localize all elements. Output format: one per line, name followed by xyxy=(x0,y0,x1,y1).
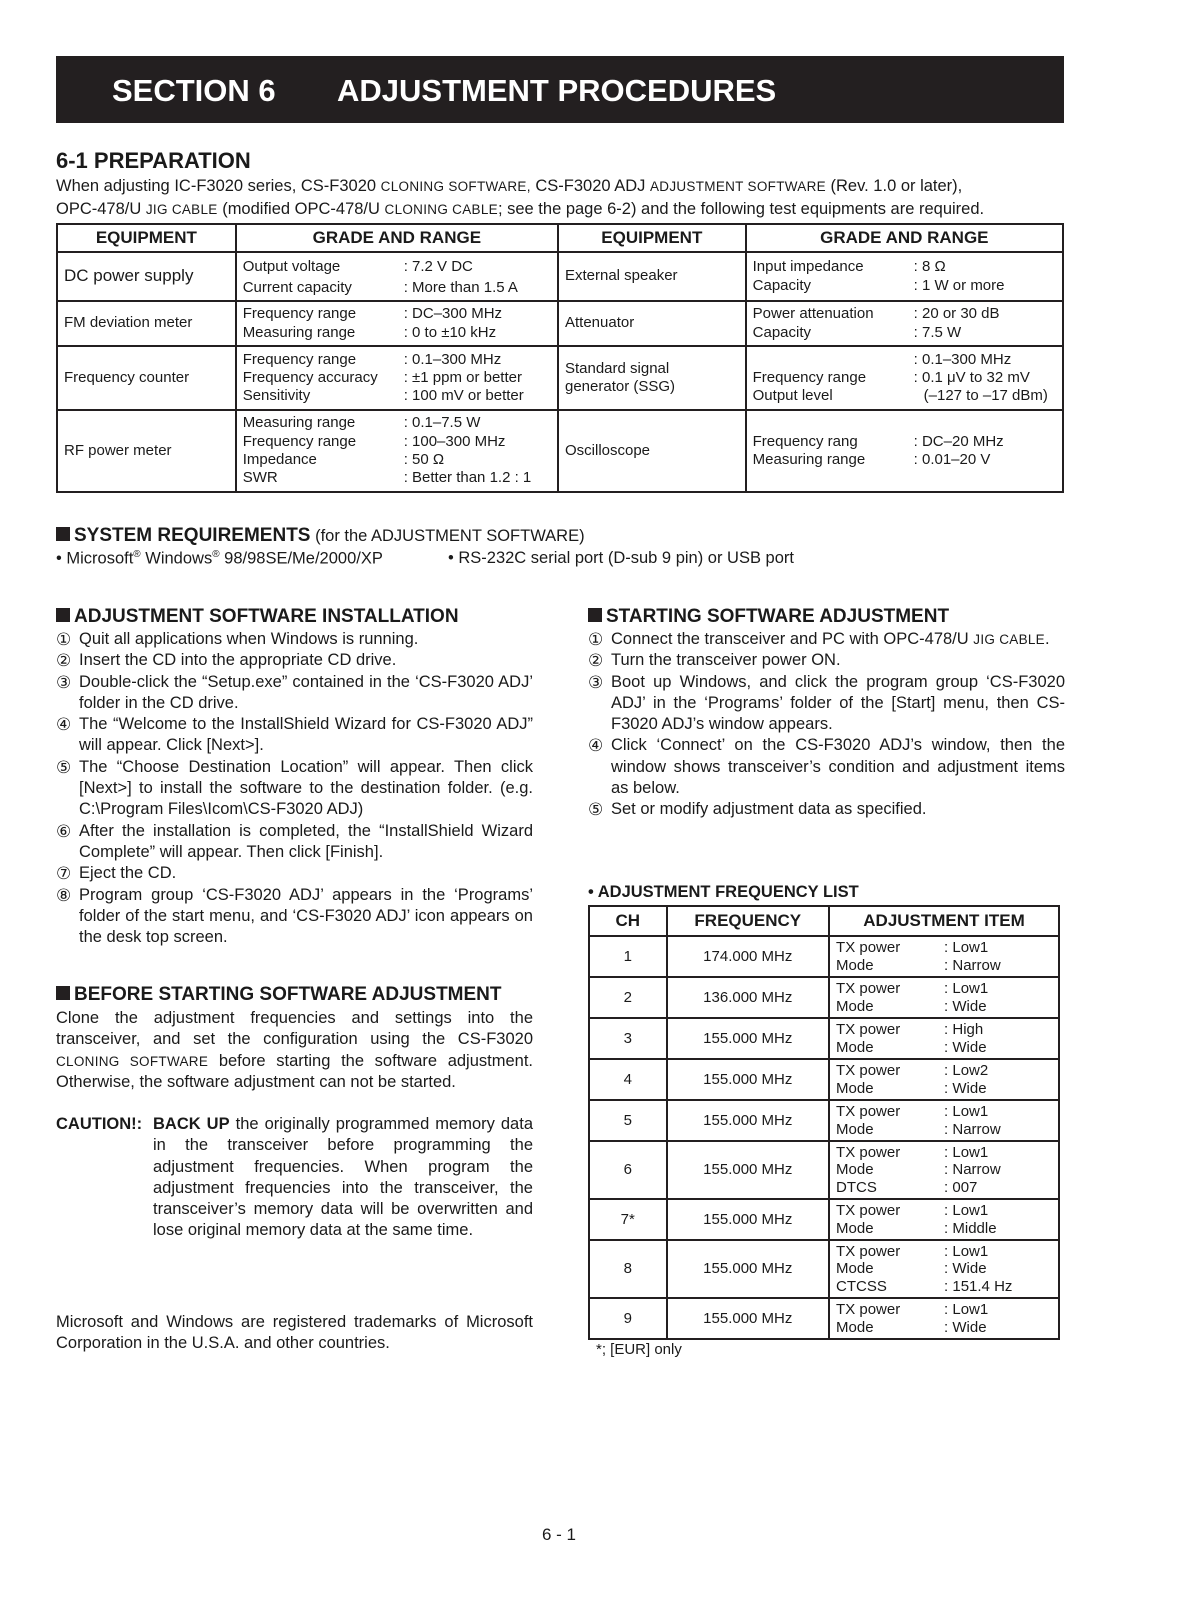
list-item: ⑤ The “Choose Destination Location” will appear. Then click [Next>] to install the software to the destination folder. (e.g. C:\Program Files\Icom\CS-F3020 ADJ) xyxy=(56,757,533,819)
adjustment-item-cell: TX power : Low1 Mode : Narrow xyxy=(829,936,1059,977)
equipment-header-row xyxy=(57,224,1063,252)
equipment-col-header: EQUIPMENT xyxy=(57,224,236,252)
equipment-specs: Power attenuation : 20 or 30 dB Capacity : 7.5 W xyxy=(746,301,1063,346)
caution-label: CAUTION!: xyxy=(56,1115,143,1133)
frequency-list-heading: • ADJUSTMENT FREQUENCY LIST xyxy=(588,883,859,901)
ch-cell: 5 xyxy=(589,1100,667,1141)
system-requirements-heading: SYSTEM REQUIREMENTS (for the ADJUSTMENT SOFTWARE) xyxy=(56,525,585,548)
preparation-intro xyxy=(56,175,1064,221)
ch-cell: 3 xyxy=(589,1018,667,1059)
adjustment-item-cell: TX power : Low1 Mode : Narrow DTCS : 007 xyxy=(829,1141,1059,1199)
frequency-cell: 174.000 MHz xyxy=(667,936,830,977)
grade-col-header: GRADE AND RANGE xyxy=(746,224,1063,252)
equipment-name: Frequency counter xyxy=(57,346,236,410)
list-item: ③ Double-click the “Setup.exe” contained in the ‘CS-F3020 ADJ’ folder in the CD drive. xyxy=(56,672,533,712)
equipment-name: FM deviation meter xyxy=(57,301,236,346)
intro-line-2: OPC-478/U JIG CABLE (modified OPC-478/U CLONING CABLE; see the page 6-2) and the following test equipments are required. xyxy=(56,200,985,218)
square-bullet-icon xyxy=(56,986,70,1000)
before-adjustment-text: Clone the adjustment frequencies and settings into the transceiver, and set the configuration using the CS-F3020 CLONING SOFTWARE before starting the software adjustment. Otherwise, the software adjustment can not be started. xyxy=(56,1009,534,1091)
caution-text: BACK UP the originally programmed memory data in the transceiver before programming the adjustment frequencies. When program the adjustment frequencies into the transceiver, the transceiver’s memory data will be overwritten and lose original memory data at the same time. xyxy=(153,1115,533,1240)
equipment-specs: Output voltage : 7.2 V DC Current capacity : More than 1.5 A xyxy=(236,252,558,301)
equipment-specs: Input impedance : 8 Ω Capacity : 1 W or more xyxy=(746,252,1063,301)
starting-steps xyxy=(588,629,1065,821)
frequency-cell: 155.000 MHz xyxy=(667,1059,830,1100)
ch-cell: 7* xyxy=(589,1199,667,1240)
ch-cell: 1 xyxy=(589,936,667,977)
list-item: ① Connect the transceiver and PC with OPC-478/U JIG CABLE. xyxy=(588,630,1050,649)
preparation-heading: 6-1 PREPARATION xyxy=(56,148,251,173)
table-row xyxy=(57,252,1063,301)
frequency-cell: 155.000 MHz xyxy=(667,1100,830,1141)
equipment-name: Oscilloscope xyxy=(558,410,746,492)
frequency-col-header: FREQUENCY xyxy=(667,906,830,936)
section-title: ADJUSTMENT PROCEDURES xyxy=(337,73,777,108)
frequency-header-row xyxy=(589,906,1059,936)
frequency-cell: 155.000 MHz xyxy=(667,1141,830,1199)
section-banner xyxy=(56,56,1064,123)
table-row xyxy=(589,936,1059,977)
frequency-list-table xyxy=(588,905,1060,1340)
ch-cell: 2 xyxy=(589,977,667,1018)
list-item: ⑥ After the installation is completed, the “InstallShield Wizard Complete” will appear. Then click [Finish]. xyxy=(56,821,533,861)
equipment-specs: Frequency range : 0.1–300 MHz Frequency accuracy : ±1 ppm or better Sensitivity : 100 mV or better xyxy=(236,346,558,410)
ch-cell: 6 xyxy=(589,1141,667,1199)
equipment-specs: Frequency range : DC–300 MHz Measuring range : 0 to ±10 kHz xyxy=(236,301,558,346)
intro-line-1: When adjusting IC-F3020 series, CS-F3020 CLONING SOFTWARE, CS-F3020 ADJ ADJUSTMENT SOFTWARE (Rev. 1.0 or later), xyxy=(56,177,963,195)
list-item: ④ Click ‘Connect’ on the CS-F3020 ADJ’s window, then the window shows transceiver’s condition and adjustment items as below. xyxy=(588,736,1065,798)
frequency-list-footnote: *; [EUR] only xyxy=(596,1341,682,1358)
square-bullet-icon xyxy=(588,608,602,622)
installation-heading: ADJUSTMENT SOFTWARE INSTALLATION xyxy=(56,606,459,629)
frequency-cell: 155.000 MHz xyxy=(667,1199,830,1240)
list-item: ⑤ Set or modify adjustment data as specified. xyxy=(588,800,927,820)
ch-col-header: CH xyxy=(589,906,667,936)
table-row xyxy=(57,410,1063,492)
adjustment-item-cell: TX power : Low1 Mode : Narrow xyxy=(829,1100,1059,1141)
before-adjustment-heading: BEFORE STARTING SOFTWARE ADJUSTMENT xyxy=(56,984,502,1007)
section-number: SECTION 6 xyxy=(112,73,276,108)
equipment-specs: Frequency rang : DC–20 MHz Measuring range : 0.01–20 V xyxy=(746,410,1063,492)
ch-cell: 4 xyxy=(589,1059,667,1100)
equipment-specs: Measuring range : 0.1–7.5 W Frequency range : 100–300 MHz Impedance : 50 Ω SWR : Better than 1.2 : 1 xyxy=(236,410,558,492)
equipment-name: Attenuator xyxy=(558,301,746,346)
table-row xyxy=(589,1059,1059,1100)
equipment-specs: : 0.1–300 MHz Frequency range : 0.1 μV to 32 mV Output level (–127 to –17 dBm) xyxy=(746,346,1063,410)
equipment-name: External speaker xyxy=(558,252,746,301)
equipment-name: DC power supply xyxy=(57,252,236,301)
table-row xyxy=(589,1298,1059,1339)
list-item: ① Quit all applications when Windows is running. xyxy=(56,630,419,649)
frequency-cell: 136.000 MHz xyxy=(667,977,830,1018)
grade-col-header: GRADE AND RANGE xyxy=(236,224,558,252)
table-row xyxy=(589,1199,1059,1240)
ch-cell: 9 xyxy=(589,1298,667,1339)
ch-cell: 8 xyxy=(589,1240,667,1298)
adjustment-item-cell: TX power : Low2 Mode : Wide xyxy=(829,1059,1059,1100)
frequency-cell: 155.000 MHz xyxy=(667,1240,830,1298)
trademark-note: Microsoft and Windows are registered trademarks of Microsoft Corporation in the U.S.A. and other countries. xyxy=(56,1313,533,1353)
table-row xyxy=(589,1018,1059,1059)
equipment-name: RF power meter xyxy=(57,410,236,492)
starting-adjustment-heading: STARTING SOFTWARE ADJUSTMENT xyxy=(588,606,949,629)
adjustment-item-cell: TX power : Low1 Mode : Middle xyxy=(829,1199,1059,1240)
square-bullet-icon xyxy=(56,608,70,622)
adjustment-item-col-header: ADJUSTMENT ITEM xyxy=(829,906,1059,936)
list-item: ⑧ Program group ‘CS-F3020 ADJ’ appears in the ‘Programs’ folder of the start menu, and ‘CS-F3020 ADJ’ icon appears on the desk top screen. xyxy=(56,885,533,947)
table-row xyxy=(57,301,1063,346)
square-bullet-icon xyxy=(56,527,70,541)
list-item: ④ The “Welcome to the InstallShield Wizard for CS-F3020 ADJ” will appear. Click [Next>]. xyxy=(56,715,533,755)
adjustment-item-cell: TX power : Low1 Mode : Wide xyxy=(829,1298,1059,1339)
adjustment-item-cell: TX power : Low1 Mode : Wide CTCSS : 151.4 Hz xyxy=(829,1240,1059,1298)
table-row xyxy=(589,1141,1059,1199)
page-number: 6 - 1 xyxy=(542,1525,577,1544)
table-row xyxy=(589,1240,1059,1298)
equipment-name: Standard signal generator (SSG) xyxy=(558,346,746,410)
frequency-cell: 155.000 MHz xyxy=(667,1298,830,1339)
list-item: ③ Boot up Windows, and click the program group ‘CS-F3020 ADJ’ in the ‘Programs’ folder of the [Start] menu, then CS-F3020 ADJ’s window appears. xyxy=(588,672,1065,734)
table-row xyxy=(57,346,1063,410)
list-item: ⑦ Eject the CD. xyxy=(56,864,177,884)
system-req-port: • RS-232C serial port (D-sub 9 pin) or USB port xyxy=(448,549,794,567)
adjustment-item-cell: TX power : High Mode : Wide xyxy=(829,1018,1059,1059)
list-item: ② Insert the CD into the appropriate CD drive. xyxy=(56,651,397,671)
system-req-os: • Microsoft® Windows® 98/98SE/Me/2000/XP xyxy=(56,549,383,568)
caution-note xyxy=(56,1114,533,1242)
table-row xyxy=(589,1100,1059,1141)
list-item: ② Turn the transceiver power ON. xyxy=(588,651,841,671)
equipment-col-header: EQUIPMENT xyxy=(558,224,746,252)
frequency-cell: 155.000 MHz xyxy=(667,1018,830,1059)
installation-steps xyxy=(56,629,533,948)
table-row xyxy=(589,977,1059,1018)
adjustment-item-cell: TX power : Low1 Mode : Wide xyxy=(829,977,1059,1018)
equipment-table xyxy=(56,223,1064,493)
